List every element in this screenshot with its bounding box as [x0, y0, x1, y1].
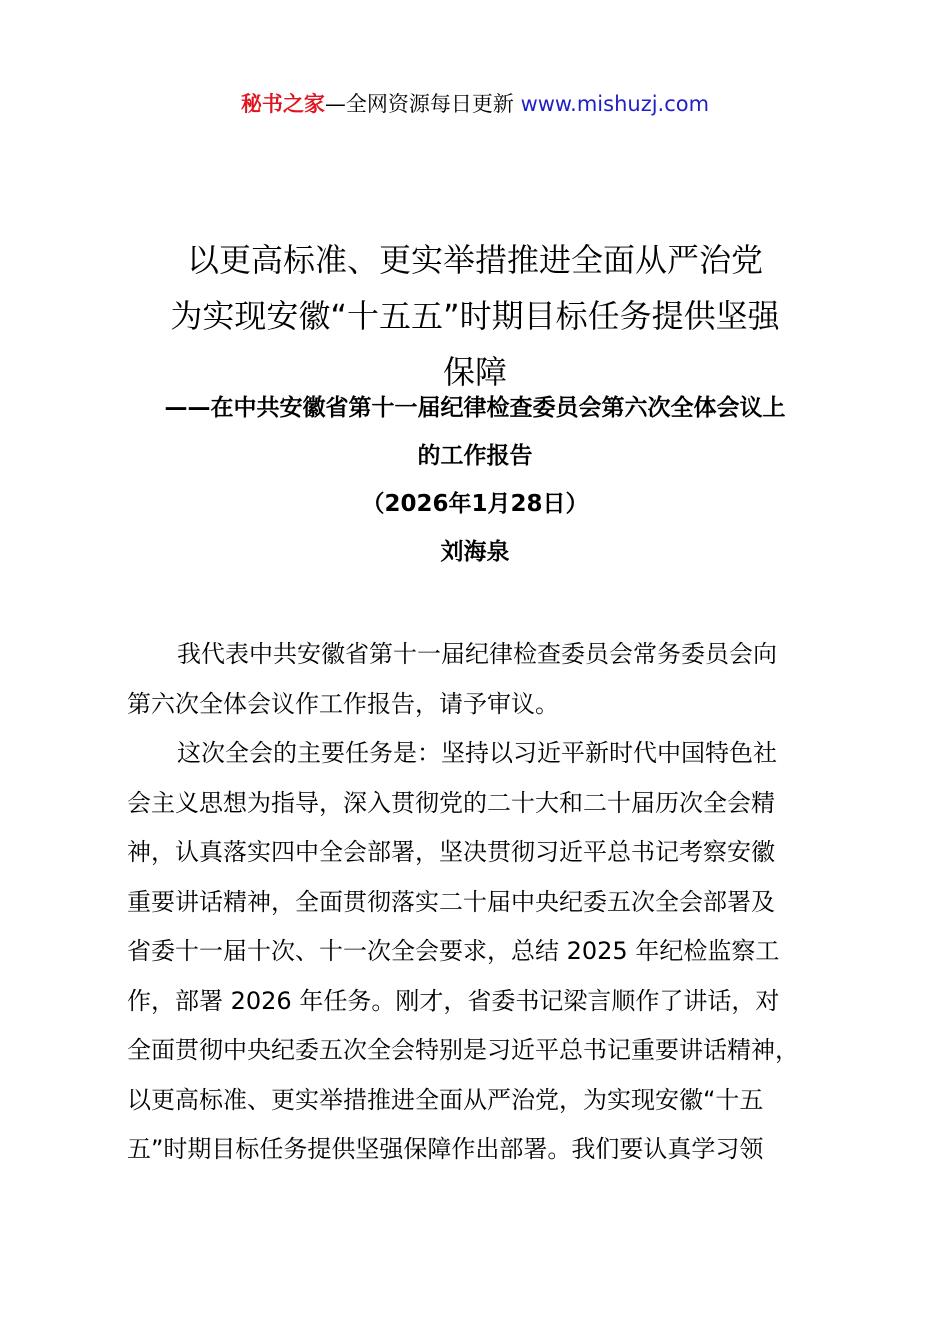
body-line: 会主义思想为指导，深入贯彻党的二十大和二十届历次全会精 [127, 788, 775, 817]
body-line: 五”时期目标任务提供坚强保障作出部署。我们要认真学习领 [127, 1135, 764, 1163]
site-brand: 秘书之家 [240, 92, 325, 116]
report-author: 刘海泉 [440, 539, 510, 565]
body-line: 全面贯彻中央纪委五次全会特别是习近平总书记重要讲话精神， [127, 1036, 799, 1064]
document-title [100, 232, 850, 400]
body-line: 作，部署 2026 年任务。刚才，省委书记梁言顺作了讲话，对 [127, 986, 780, 1015]
body-line: 以更高标准、更实举措推进全面从严治党，为实现安徽“十五 [127, 1085, 764, 1114]
title-line: 为实现安徽“十五五”时期目标任务提供坚强 [170, 297, 780, 335]
body-line: 这次全会的主要任务是：坚持以习近平新时代中国特色社 [177, 739, 777, 767]
document-subtitle [100, 384, 850, 576]
body-line: 神，认真落实四中全会部署，坚决贯彻习近平总书记考察安徽 [127, 838, 775, 866]
title-line: 保障 [442, 353, 507, 391]
document-body [127, 630, 833, 1175]
subtitle-line: ——在中共安徽省第十一届纪律检查委员会第六次全体会议上 [164, 395, 786, 421]
body-line: 重要讲话精神，全面贯彻落实二十届中央纪委五次全会部署及 [127, 887, 775, 916]
title-line: 以更高标准、更实举措推进全面从严治党 [186, 241, 763, 279]
body-line: 省委十一届十次、十一次全会要求，总结 2025 年纪检监察工 [127, 937, 780, 965]
site-tagline: —全网资源每日更新 [324, 92, 514, 116]
site-header [0, 88, 950, 120]
report-date: （2026年1月28日） [361, 491, 589, 517]
subtitle-line: 的工作报告 [417, 443, 533, 469]
site-url[interactable]: www.mishuzj.com [520, 92, 710, 116]
body-line: 第六次全体会议作工作报告，请予审议。 [127, 689, 559, 718]
body-line: 我代表中共安徽省第十一届纪律检查委员会常务委员会向 [177, 640, 777, 668]
